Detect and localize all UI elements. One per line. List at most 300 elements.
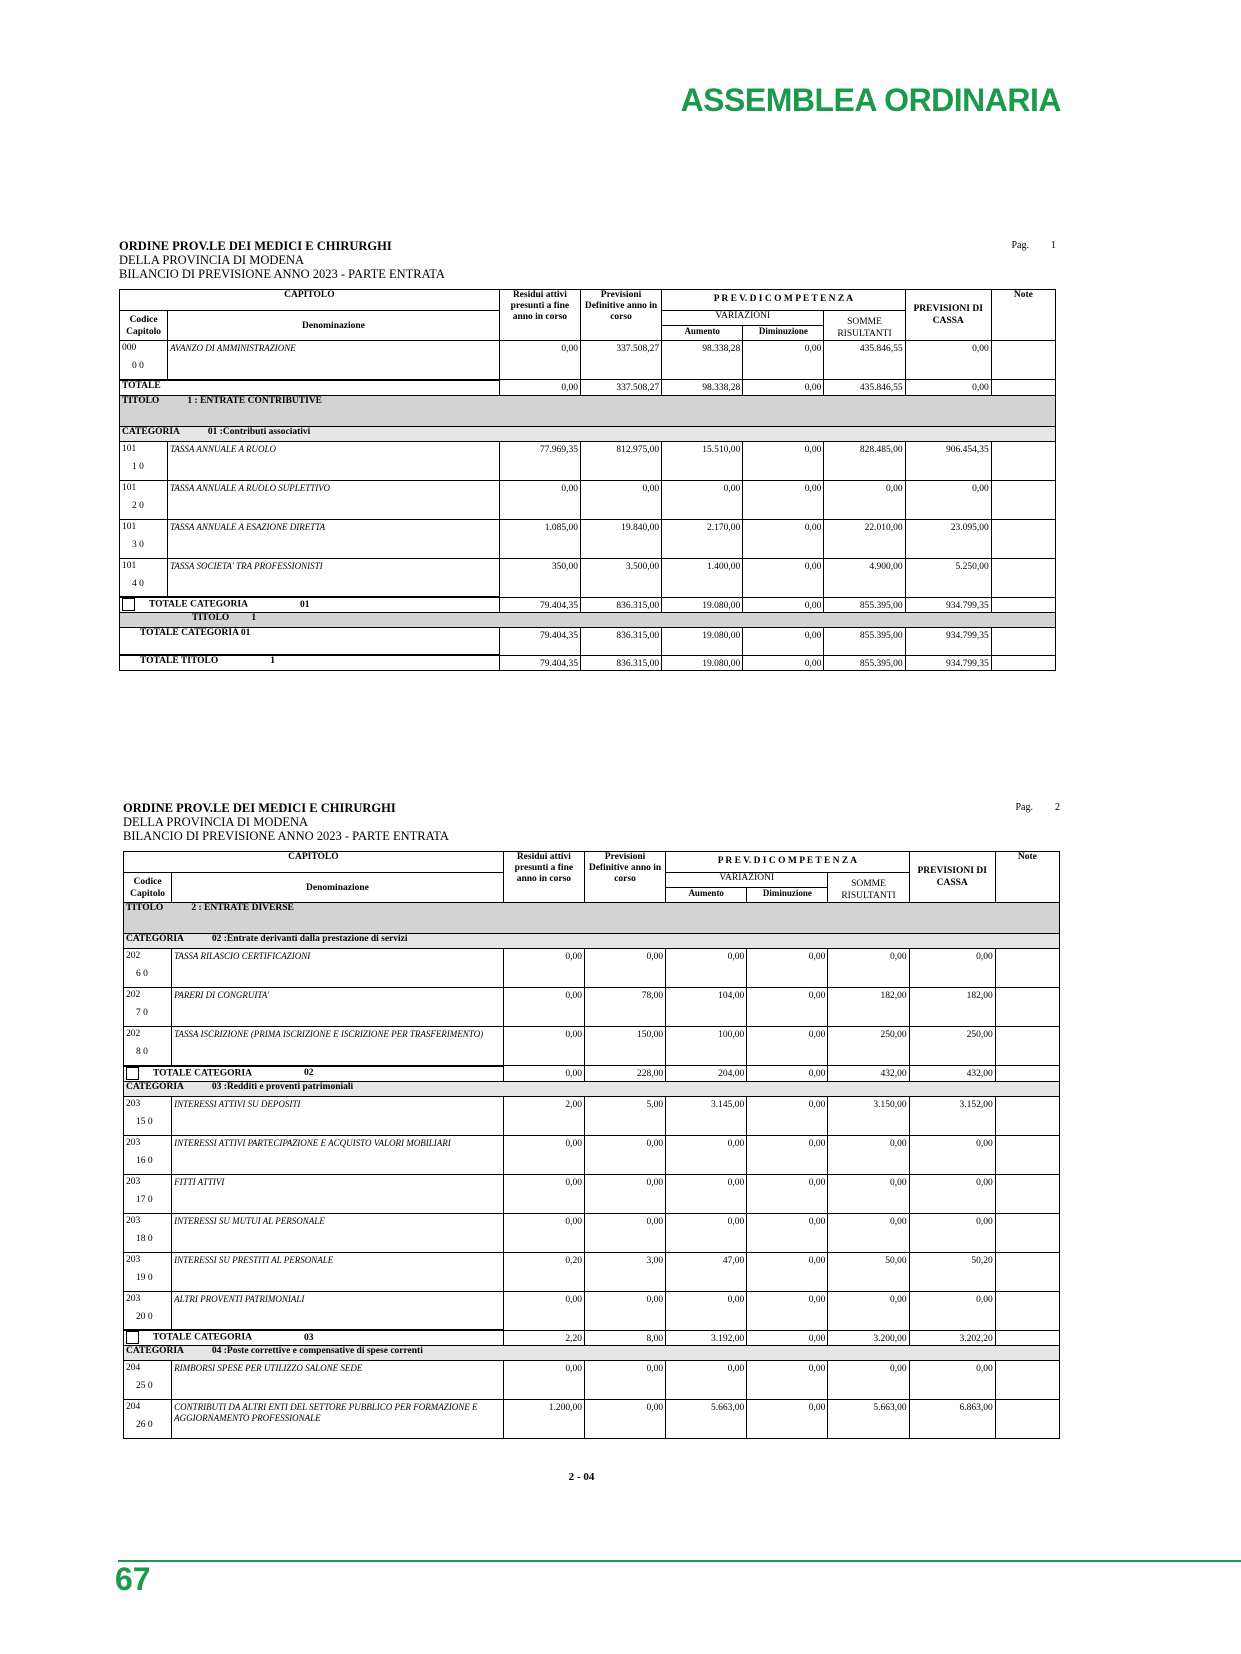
categoria-row-label: CATEGORIA bbox=[122, 426, 180, 437]
value-cell: 250,00 bbox=[828, 1027, 909, 1066]
col-codice-header: Codice Capitolo bbox=[124, 873, 172, 903]
table-row bbox=[120, 480, 1056, 519]
chapter-code: 203 bbox=[126, 1176, 141, 1187]
value-cell: 0,00 bbox=[747, 988, 828, 1027]
value-cell: 78,00 bbox=[584, 988, 665, 1027]
titolo-summary-label: TITOLO bbox=[192, 613, 230, 623]
value-cell: 0,00 bbox=[666, 1135, 747, 1174]
value-cell: 79.404,35 bbox=[499, 655, 580, 671]
titolo-row-label: TITOLO bbox=[122, 395, 160, 406]
value-cell: 0,00 bbox=[503, 949, 584, 988]
value-cell: 3.500,00 bbox=[580, 558, 661, 597]
note-cell bbox=[991, 341, 1055, 380]
note-cell bbox=[995, 1066, 1059, 1082]
value-cell: 47,00 bbox=[666, 1252, 747, 1291]
total-category-row-label: TOTALE CATEGORIA bbox=[153, 1068, 252, 1079]
value-cell: 6.863,00 bbox=[909, 1400, 995, 1439]
categoria-row-cell bbox=[124, 1346, 1060, 1361]
report-page-1 bbox=[119, 239, 1056, 671]
chapter-subcode: 7 0 bbox=[136, 1008, 148, 1018]
col-somme-header: SOMME RISULTANTI bbox=[824, 311, 905, 341]
report-page-label: Pag. 2 bbox=[1015, 802, 1060, 813]
col-aumento-header: Aumento bbox=[662, 326, 743, 341]
note-cell bbox=[991, 655, 1055, 671]
chapter-code: 000 bbox=[122, 343, 137, 353]
value-cell: 98.338,28 bbox=[662, 341, 743, 380]
budget-table-1 bbox=[119, 289, 1056, 671]
value-cell: 0,00 bbox=[499, 380, 580, 396]
value-cell: 98.338,28 bbox=[662, 380, 743, 396]
titolo-row-text: 2 : ENTRATE DIVERSE bbox=[191, 903, 294, 913]
note-cell bbox=[991, 628, 1055, 656]
value-cell: 0,00 bbox=[905, 341, 991, 380]
value-cell: 182,00 bbox=[828, 988, 909, 1027]
code-cell bbox=[120, 341, 168, 380]
checkbox-icon bbox=[126, 1067, 139, 1080]
value-cell: 435.846,55 bbox=[824, 380, 905, 396]
value-cell: 3.145,00 bbox=[666, 1096, 747, 1135]
total-category-row bbox=[124, 1330, 1060, 1346]
categoria-row-text: 02 :Entrate derivanti dalla prestazione di servizi bbox=[211, 934, 408, 944]
chapter-subcode: 16 0 bbox=[136, 1155, 153, 1166]
value-cell: 855.395,00 bbox=[824, 655, 905, 671]
denomination-cell: INTERESSI ATTIVI SU DEPOSITI bbox=[172, 1096, 504, 1135]
value-cell: 0,00 bbox=[747, 1066, 828, 1082]
report-subtitle: BILANCIO DI PREVISIONE ANNO 2023 - PARTE ENTRATA bbox=[119, 267, 445, 281]
total-category-row-label: TOTALE CATEGORIA bbox=[149, 599, 248, 610]
value-cell: 934.799,35 bbox=[905, 597, 991, 613]
total-row-label: TOTALE bbox=[122, 380, 161, 391]
table-row bbox=[124, 1400, 1060, 1439]
value-cell: 812.975,00 bbox=[580, 441, 661, 480]
value-cell: 228,00 bbox=[584, 1066, 665, 1082]
denomination-cell: INTERESSI SU PRESTITI AL PERSONALE bbox=[172, 1252, 504, 1291]
value-cell: 0,00 bbox=[662, 480, 743, 519]
value-cell: 0,00 bbox=[666, 1361, 747, 1400]
denomination-cell: INTERESSI ATTIVI PARTECIPAZIONE E ACQUISTO VALORI MOBILIARI bbox=[172, 1135, 504, 1174]
value-cell: 337.508,27 bbox=[580, 341, 661, 380]
value-cell: 934.799,35 bbox=[905, 628, 991, 656]
value-cell: 836.315,00 bbox=[580, 655, 661, 671]
value-cell: 0,00 bbox=[828, 949, 909, 988]
chapter-subcode: 20 0 bbox=[136, 1311, 153, 1322]
value-cell: 0,00 bbox=[905, 480, 991, 519]
value-cell: 204,00 bbox=[666, 1066, 747, 1082]
value-cell: 836.315,00 bbox=[580, 597, 661, 613]
value-cell: 0,00 bbox=[499, 480, 580, 519]
table-row bbox=[120, 558, 1056, 597]
categoria-row-cell bbox=[120, 426, 1056, 441]
value-cell: 2,00 bbox=[503, 1096, 584, 1135]
titolo-row-label: TITOLO bbox=[126, 903, 164, 913]
denomination-cell: FITTI ATTIVI bbox=[172, 1174, 504, 1213]
table-row bbox=[124, 1291, 1060, 1330]
chapter-code: 101 bbox=[122, 521, 137, 532]
chapter-code: 202 bbox=[126, 990, 141, 1000]
value-cell: 0,00 bbox=[909, 1213, 995, 1252]
categoria-row bbox=[124, 1346, 1060, 1361]
code-cell bbox=[124, 949, 172, 988]
code-cell bbox=[124, 1213, 172, 1252]
value-cell: 79.404,35 bbox=[499, 597, 580, 613]
col-variazioni-header: VARIAZIONI bbox=[666, 873, 828, 888]
value-cell: 0,00 bbox=[909, 1361, 995, 1400]
total-category-01-label: TOTALE CATEGORIA 01 bbox=[140, 628, 251, 638]
value-cell: 3.150,00 bbox=[828, 1096, 909, 1135]
report-subtitle: BILANCIO DI PREVISIONE ANNO 2023 - PARTE ENTRATA bbox=[123, 829, 449, 843]
total-row bbox=[120, 380, 1056, 396]
value-cell: 0,00 bbox=[747, 1400, 828, 1439]
denomination-cell: PARERI DI CONGRUITA' bbox=[172, 988, 504, 1027]
table-row bbox=[124, 1361, 1060, 1400]
value-cell: 0,00 bbox=[743, 341, 824, 380]
total-category-row-label-cell bbox=[124, 1330, 504, 1346]
denomination-cell: TASSA ANNUALE A RUOLO bbox=[168, 441, 500, 480]
checkbox-icon bbox=[126, 1331, 139, 1344]
chapter-subcode: 8 0 bbox=[136, 1047, 148, 1057]
org-province: DELLA PROVINCIA DI MODENA bbox=[123, 815, 309, 829]
note-cell bbox=[995, 1291, 1059, 1330]
value-cell: 19.080,00 bbox=[662, 628, 743, 656]
value-cell: 337.508,27 bbox=[580, 380, 661, 396]
chapter-code: 203 bbox=[126, 1293, 141, 1304]
value-cell: 3.192,00 bbox=[666, 1330, 747, 1346]
value-cell: 79.404,35 bbox=[499, 628, 580, 656]
total-titolo-row-label-cell bbox=[120, 655, 500, 671]
note-cell bbox=[991, 558, 1055, 597]
table-row bbox=[124, 1135, 1060, 1174]
section-title: ASSEMBLEA ORDINARIA bbox=[680, 82, 1061, 118]
total-row-label-cell bbox=[120, 380, 500, 396]
note-cell bbox=[995, 988, 1059, 1027]
value-cell: 250,00 bbox=[909, 1027, 995, 1066]
chapter-subcode: 17 0 bbox=[136, 1194, 153, 1205]
categoria-row-text: 03 :Redditi e proventi patrimoniali bbox=[211, 1081, 354, 1092]
value-cell: 0,00 bbox=[743, 441, 824, 480]
col-cassa-header: PREVISIONI DI CASSA bbox=[905, 290, 991, 341]
table-header-row bbox=[124, 852, 1060, 873]
table-row bbox=[124, 988, 1060, 1027]
table-header-row bbox=[120, 290, 1056, 311]
col-aumento-header: Aumento bbox=[666, 888, 747, 903]
chapter-subcode: 26 0 bbox=[136, 1420, 153, 1430]
value-cell: 350,00 bbox=[499, 558, 580, 597]
col-cassa-header: PREVISIONI DI CASSA bbox=[909, 852, 995, 903]
col-denominazione-header: Denominazione bbox=[168, 311, 500, 341]
value-cell: 0,00 bbox=[666, 1174, 747, 1213]
report-header bbox=[119, 239, 1056, 289]
note-cell bbox=[991, 519, 1055, 558]
value-cell: 1.200,00 bbox=[503, 1400, 584, 1439]
value-cell: 1.400,00 bbox=[662, 558, 743, 597]
col-capitolo-header: CAPITOLO bbox=[124, 852, 504, 873]
note-cell bbox=[995, 1135, 1059, 1174]
code-cell bbox=[120, 480, 168, 519]
denomination-cell: TASSA SOCIETA' TRA PROFESSIONISTI bbox=[168, 558, 500, 597]
titolo-row bbox=[124, 903, 1060, 934]
value-cell: 0,00 bbox=[499, 341, 580, 380]
col-note-header: Note bbox=[991, 290, 1055, 341]
col-denominazione-header: Denominazione bbox=[172, 873, 504, 903]
value-cell: 0,00 bbox=[584, 1291, 665, 1330]
code-cell bbox=[124, 1174, 172, 1213]
value-cell: 0,00 bbox=[909, 1174, 995, 1213]
code-cell bbox=[124, 1252, 172, 1291]
code-cell bbox=[124, 1135, 172, 1174]
chapter-code: 204 bbox=[126, 1402, 141, 1412]
code-cell bbox=[124, 988, 172, 1027]
value-cell: 0,00 bbox=[747, 1213, 828, 1252]
value-cell: 0,00 bbox=[828, 1361, 909, 1400]
value-cell: 77.969,35 bbox=[499, 441, 580, 480]
chapter-code: 203 bbox=[126, 1098, 141, 1109]
value-cell: 0,00 bbox=[503, 1361, 584, 1400]
code-cell bbox=[120, 519, 168, 558]
value-cell: 5.663,00 bbox=[828, 1400, 909, 1439]
value-cell: 2,20 bbox=[503, 1330, 584, 1346]
value-cell: 0,00 bbox=[747, 1252, 828, 1291]
col-previsioni-header: Previsioni Definitive anno in corso bbox=[584, 852, 665, 903]
value-cell: 0,00 bbox=[747, 1330, 828, 1346]
table-row bbox=[124, 1027, 1060, 1066]
denomination-cell: TASSA ISCRIZIONE (PRIMA ISCRIZIONE E ISCRIZIONE PER TRASFERIMENTO) bbox=[172, 1027, 504, 1066]
denomination-cell: AVANZO DI AMMINISTRAZIONE bbox=[168, 341, 500, 380]
value-cell: 0,00 bbox=[747, 1361, 828, 1400]
total-category-row-number: 01 bbox=[299, 599, 310, 610]
value-cell: 432,00 bbox=[828, 1066, 909, 1082]
categoria-row-label: CATEGORIA bbox=[126, 1081, 184, 1092]
note-cell bbox=[991, 597, 1055, 613]
chapter-subcode: 6 0 bbox=[136, 969, 148, 979]
value-cell: 0,00 bbox=[503, 988, 584, 1027]
value-cell: 3.200,00 bbox=[828, 1330, 909, 1346]
value-cell: 0,00 bbox=[909, 1135, 995, 1174]
chapter-subcode: 2 0 bbox=[132, 500, 144, 511]
value-cell: 855.395,00 bbox=[824, 628, 905, 656]
report-page-label: Pag. 1 bbox=[1011, 240, 1056, 251]
value-cell: 0,00 bbox=[584, 1135, 665, 1174]
col-competenza-header: P R E V. D I C O M P E T E N Z A bbox=[662, 290, 905, 311]
categoria-row-label: CATEGORIA bbox=[126, 1346, 184, 1356]
categoria-row-cell bbox=[124, 934, 1060, 949]
value-cell: 836.315,00 bbox=[580, 628, 661, 656]
value-cell: 8,00 bbox=[584, 1330, 665, 1346]
report-page-2 bbox=[123, 801, 1060, 1439]
value-cell: 0,00 bbox=[747, 1174, 828, 1213]
value-cell: 0,00 bbox=[743, 655, 824, 671]
chapter-code: 203 bbox=[126, 1137, 141, 1148]
note-cell bbox=[995, 1400, 1059, 1439]
col-codice-header: Codice Capitolo bbox=[120, 311, 168, 341]
value-cell: 0,00 bbox=[743, 519, 824, 558]
note-cell bbox=[995, 1330, 1059, 1346]
titolo-row-text: 1 : ENTRATE CONTRIBUTIVE bbox=[187, 395, 323, 406]
note-cell bbox=[995, 1252, 1059, 1291]
value-cell: 435.846,55 bbox=[824, 341, 905, 380]
value-cell: 0,00 bbox=[584, 1213, 665, 1252]
value-cell: 0,00 bbox=[828, 1174, 909, 1213]
value-cell: 0,00 bbox=[584, 1174, 665, 1213]
value-cell: 150,00 bbox=[584, 1027, 665, 1066]
value-cell: 5,00 bbox=[584, 1096, 665, 1135]
denomination-cell: ALTRI PROVENTI PATRIMONIALI bbox=[172, 1291, 504, 1330]
value-cell: 104,00 bbox=[666, 988, 747, 1027]
chapter-code: 101 bbox=[122, 482, 137, 493]
value-cell: 23.095,00 bbox=[905, 519, 991, 558]
value-cell: 0,00 bbox=[584, 1361, 665, 1400]
note-cell bbox=[991, 480, 1055, 519]
titolo-summary-number: 1 bbox=[251, 613, 257, 623]
col-diminuzione-header: Diminuzione bbox=[743, 326, 824, 341]
value-cell: 0,00 bbox=[503, 1066, 584, 1082]
chapter-subcode: 3 0 bbox=[132, 539, 144, 550]
total-titolo-row bbox=[120, 655, 1056, 671]
chapter-subcode: 25 0 bbox=[136, 1381, 153, 1391]
table-row bbox=[124, 1096, 1060, 1135]
total-category-row bbox=[124, 1066, 1060, 1082]
org-name: ORDINE PROV.LE DEI MEDICI E CHIRURGHI bbox=[123, 801, 396, 815]
value-cell: 0,00 bbox=[666, 949, 747, 988]
denomination-cell: INTERESSI SU MUTUI AL PERSONALE bbox=[172, 1213, 504, 1252]
code-cell bbox=[124, 1400, 172, 1439]
value-cell: 0,00 bbox=[743, 558, 824, 597]
value-cell: 0,00 bbox=[828, 1213, 909, 1252]
table-row bbox=[120, 341, 1056, 380]
chapter-subcode: 0 0 bbox=[132, 361, 144, 371]
value-cell: 19.840,00 bbox=[580, 519, 661, 558]
total-category-row bbox=[120, 597, 1056, 613]
value-cell: 4.900,00 bbox=[824, 558, 905, 597]
note-cell bbox=[995, 1027, 1059, 1066]
value-cell: 0,00 bbox=[503, 1291, 584, 1330]
note-cell bbox=[995, 949, 1059, 988]
chapter-subcode: 15 0 bbox=[136, 1116, 153, 1127]
value-cell: 0,00 bbox=[905, 380, 991, 396]
denomination-cell: TASSA ANNUALE A ESAZIONE DIRETTA bbox=[168, 519, 500, 558]
total-category-row-label: TOTALE CATEGORIA bbox=[153, 1332, 252, 1343]
note-cell bbox=[995, 1213, 1059, 1252]
value-cell: 0,00 bbox=[909, 1291, 995, 1330]
value-cell: 2.170,00 bbox=[662, 519, 743, 558]
value-cell: 0,00 bbox=[828, 1291, 909, 1330]
org-name: ORDINE PROV.LE DEI MEDICI E CHIRURGHI bbox=[119, 239, 392, 253]
value-cell: 22.010,00 bbox=[824, 519, 905, 558]
total-titolo-row-label: TOTALE TITOLO bbox=[140, 656, 219, 666]
budget-table-2 bbox=[123, 851, 1060, 1439]
col-diminuzione-header: Diminuzione bbox=[747, 888, 828, 903]
chapter-code: 204 bbox=[126, 1363, 141, 1373]
categoria-row-label: CATEGORIA bbox=[126, 934, 184, 944]
value-cell: 0,00 bbox=[503, 1135, 584, 1174]
value-cell: 0,00 bbox=[503, 1174, 584, 1213]
note-cell bbox=[991, 441, 1055, 480]
col-residui-header: Residui attivi presunti a fine anno in corso bbox=[503, 852, 584, 903]
table-row bbox=[124, 1252, 1060, 1291]
value-cell: 0,00 bbox=[743, 628, 824, 656]
value-cell: 828.485,00 bbox=[824, 441, 905, 480]
value-cell: 0,00 bbox=[743, 380, 824, 396]
value-cell: 1.085,00 bbox=[499, 519, 580, 558]
denomination-cell: TASSA ANNUALE A RUOLO SUPLETTIVO bbox=[168, 480, 500, 519]
note-cell bbox=[995, 1174, 1059, 1213]
col-capitolo-header: CAPITOLO bbox=[120, 290, 500, 311]
col-previsioni-header: Previsioni Definitive anno in corso bbox=[580, 290, 661, 341]
chapter-subcode: 1 0 bbox=[132, 461, 144, 472]
value-cell: 0,00 bbox=[747, 1096, 828, 1135]
chapter-code: 202 bbox=[126, 1029, 141, 1039]
footer-rule bbox=[118, 1560, 1241, 1562]
total-titolo-row-number: 1 bbox=[270, 656, 275, 666]
chapter-subcode: 4 0 bbox=[132, 578, 144, 589]
total-category-01-row bbox=[120, 628, 1056, 656]
value-cell: 3.152,00 bbox=[909, 1096, 995, 1135]
col-variazioni-header: VARIAZIONI bbox=[662, 311, 824, 326]
categoria-row-cell bbox=[124, 1081, 1060, 1096]
value-cell: 0,00 bbox=[824, 480, 905, 519]
note-cell bbox=[995, 1096, 1059, 1135]
titolo-row-cell bbox=[120, 395, 1056, 426]
categoria-row-text: 01 :Contributi associativi bbox=[207, 426, 311, 437]
categoria-row bbox=[124, 1081, 1060, 1096]
chapter-subcode: 18 0 bbox=[136, 1233, 153, 1244]
value-cell: 182,00 bbox=[909, 988, 995, 1027]
value-cell: 5.250,00 bbox=[905, 558, 991, 597]
value-cell: 0,00 bbox=[743, 597, 824, 613]
value-cell: 0,00 bbox=[503, 1027, 584, 1066]
total-category-row-number: 02 bbox=[303, 1068, 314, 1079]
value-cell: 0,00 bbox=[580, 480, 661, 519]
titolo-row bbox=[120, 395, 1056, 426]
total-category-row-label-cell bbox=[120, 597, 500, 613]
code-cell bbox=[120, 558, 168, 597]
note-cell bbox=[991, 380, 1055, 396]
denomination-cell: TASSA RILASCIO CERTIFICAZIONI bbox=[172, 949, 504, 988]
denomination-cell: RIMBORSI SPESE PER UTILIZZO SALONE SEDE bbox=[172, 1361, 504, 1400]
value-cell: 0,00 bbox=[666, 1213, 747, 1252]
col-somme-header: SOMME RISULTANTI bbox=[828, 873, 909, 903]
col-competenza-header: P R E V. D I C O M P E T E N Z A bbox=[666, 852, 909, 873]
value-cell: 19.080,00 bbox=[662, 655, 743, 671]
value-cell: 5.663,00 bbox=[666, 1400, 747, 1439]
chapter-code: 101 bbox=[122, 560, 137, 571]
chapter-code: 202 bbox=[126, 951, 141, 961]
value-cell: 906.454,35 bbox=[905, 441, 991, 480]
report-header bbox=[123, 801, 1060, 851]
col-note-header: Note bbox=[995, 852, 1059, 903]
table-row bbox=[124, 1174, 1060, 1213]
chapter-code: 203 bbox=[126, 1254, 141, 1265]
value-cell: 0,20 bbox=[503, 1252, 584, 1291]
note-cell bbox=[995, 1361, 1059, 1400]
table-row bbox=[120, 519, 1056, 558]
footer-code: 2 - 04 bbox=[568, 1471, 595, 1483]
value-cell: 3.202,20 bbox=[909, 1330, 995, 1346]
value-cell: 0,00 bbox=[747, 949, 828, 988]
value-cell: 15.510,00 bbox=[662, 441, 743, 480]
value-cell: 50,20 bbox=[909, 1252, 995, 1291]
value-cell: 0,00 bbox=[503, 1213, 584, 1252]
value-cell: 0,00 bbox=[828, 1135, 909, 1174]
code-cell bbox=[120, 441, 168, 480]
col-residui-header: Residui attivi presunti a fine anno in corso bbox=[499, 290, 580, 341]
value-cell: 934.799,35 bbox=[905, 655, 991, 671]
value-cell: 0,00 bbox=[747, 1291, 828, 1330]
total-category-01-label-cell bbox=[120, 628, 500, 656]
table-row bbox=[120, 441, 1056, 480]
value-cell: 50,00 bbox=[828, 1252, 909, 1291]
table-row bbox=[124, 949, 1060, 988]
value-cell: 0,00 bbox=[747, 1135, 828, 1174]
